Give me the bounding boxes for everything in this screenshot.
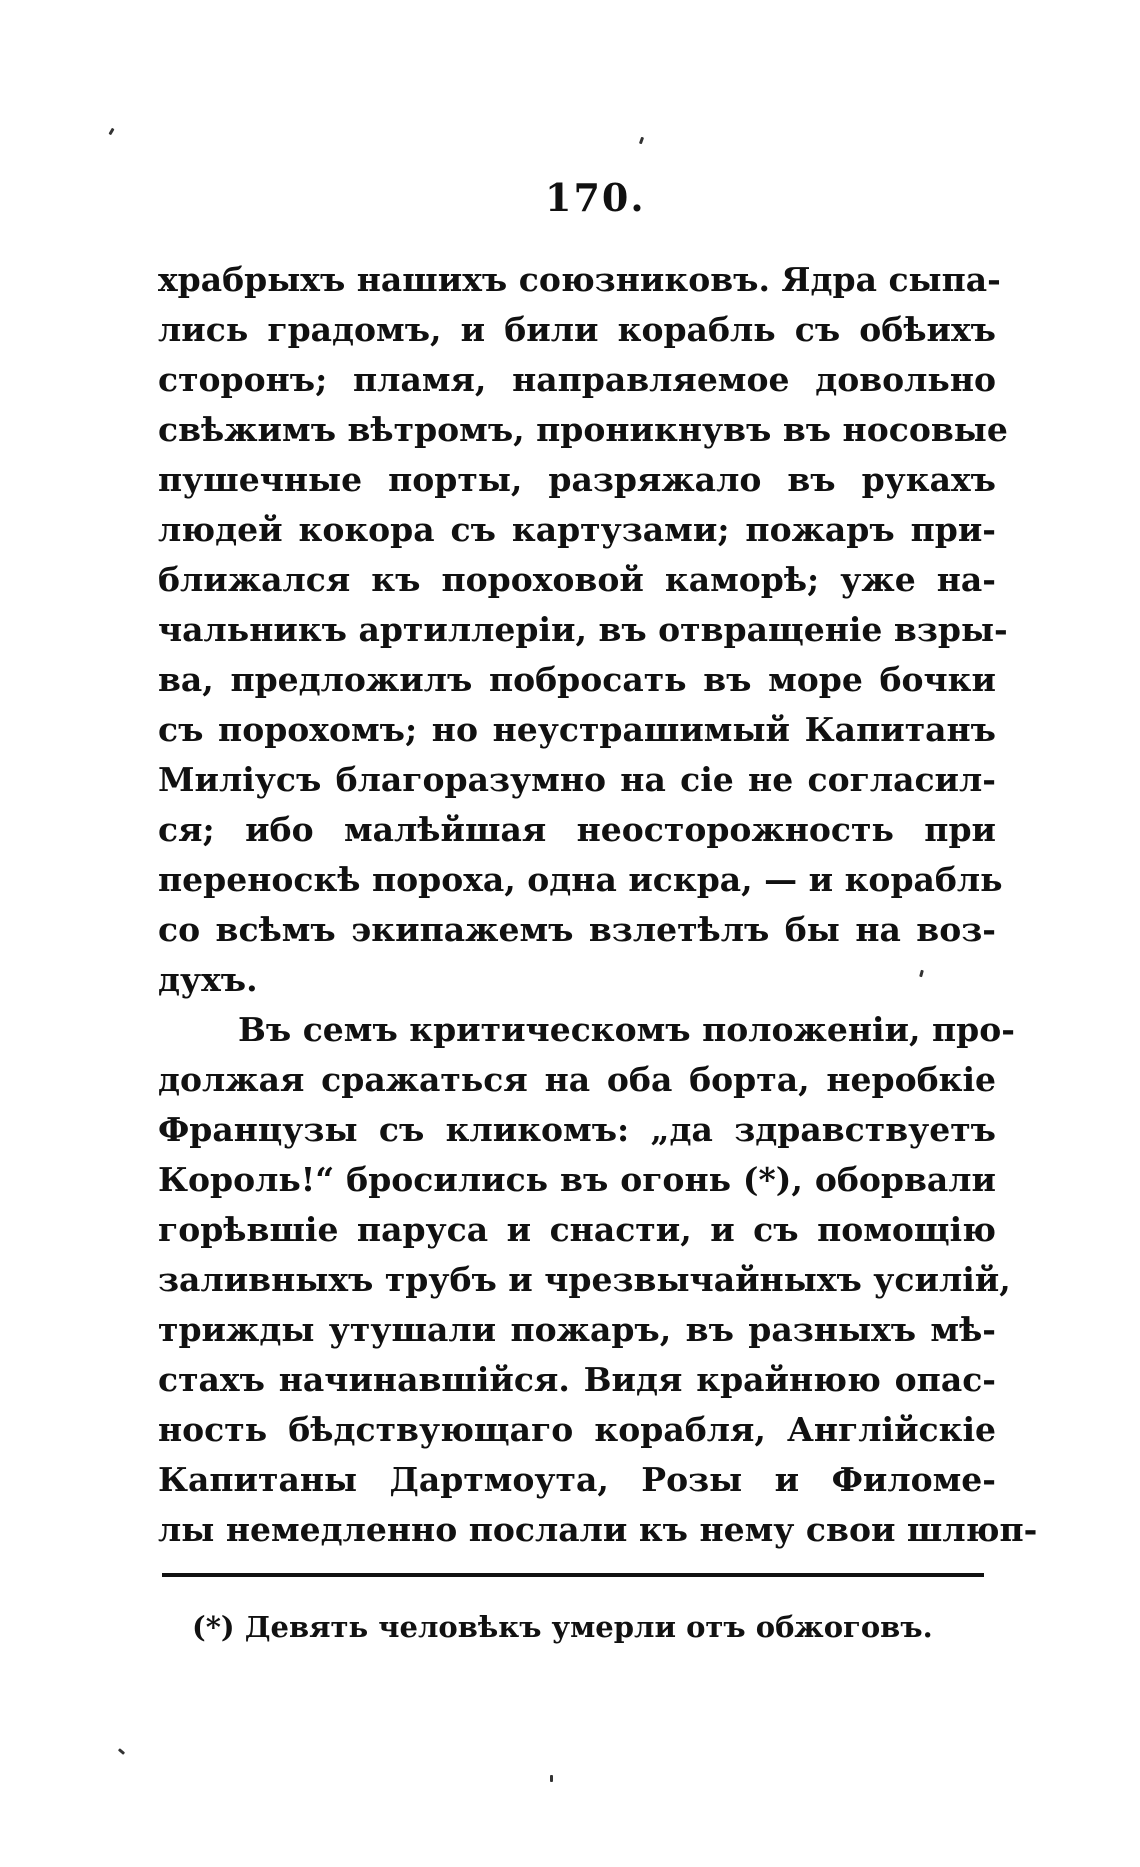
text-line: людей кокора съ картузами; пожаръ при-	[158, 510, 996, 549]
text-line: Милiусъ благоразумно на сіе не согласил-	[158, 760, 996, 799]
text-line: трижды утушали пожаръ, въ разныхъ мѣ-	[158, 1310, 996, 1349]
text-line: Въ семъ критическомъ положеніи, про-	[238, 1010, 1015, 1049]
text-line: съ порохомъ; но неустрашимый Капитанъ	[158, 710, 996, 749]
text-line: стахъ начинавшійся. Видя крайнюю опас-	[158, 1360, 996, 1399]
scan-speck	[118, 1748, 125, 1755]
page-number: 170.	[545, 175, 646, 220]
text-line: лись градомъ, и били корабль съ обѣихъ	[158, 310, 996, 349]
text-line: свѣжимъ вѣтромъ, проникнувъ въ носовые	[158, 410, 1008, 449]
text-line: ность бѣдствующаго корабля, Англійскіе	[158, 1410, 996, 1449]
footnote-divider	[162, 1573, 984, 1577]
scan-speck	[550, 1775, 553, 1782]
text-line: ва, предложилъ побросать въ море бочки	[158, 660, 996, 699]
text-line: Король!“ бросились въ огонь (*), оборвали	[158, 1160, 996, 1199]
text-line: сторонъ; пламя, направляемое довольно	[158, 360, 996, 399]
scan-speck	[639, 137, 644, 145]
text-line: Капитаны Дартмоута, Розы и Филоме-	[158, 1460, 996, 1499]
body-text	[158, 255, 1038, 1555]
text-line: горѣвшіе паруса и снасти, и съ помощію	[158, 1210, 996, 1249]
text-line: переноскѣ пороха, одна искра, — и корабль	[158, 860, 1003, 899]
footnote: (*) Девять человѣкъ умерли отъ обжоговъ.	[192, 1610, 933, 1644]
text-line: должая сражаться на оба борта, неробкіе	[158, 1060, 996, 1099]
text-line: заливныхъ трубъ и чрезвычайныхъ усилій,	[158, 1260, 1011, 1299]
text-line: со всѣмъ экипажемъ взлетѣлъ бы на воз-	[158, 910, 996, 949]
text-line: чальникъ артиллеріи, въ отвращеніе взры-	[158, 610, 1008, 649]
text-line: ближался къ пороховой каморѣ; уже на-	[158, 560, 996, 599]
scan-speck	[108, 128, 114, 136]
text-line: Французы съ кликомъ: „да здравствуетъ	[158, 1110, 996, 1149]
text-line: лы немедленно послали къ нему свои шлюп-	[158, 1510, 1038, 1549]
text-line: духъ.	[158, 960, 258, 999]
text-line: ся; ибо малѣйшая неосторожность при	[158, 810, 996, 849]
text-line: храбрыхъ нашихъ союзниковъ. Ядра сыпа-	[158, 260, 1001, 299]
text-line: пушечные порты, разряжало въ рукахъ	[158, 460, 996, 499]
